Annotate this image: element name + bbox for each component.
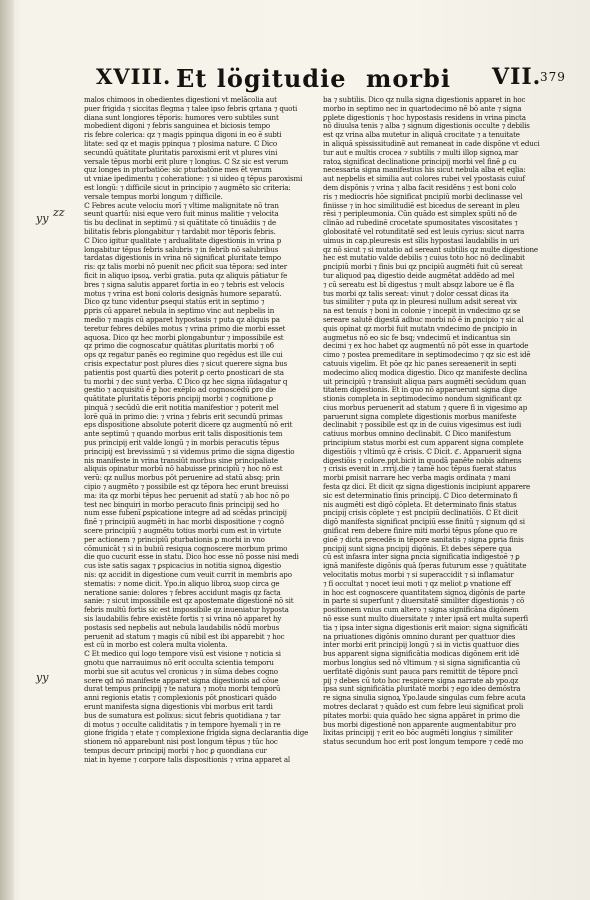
text-line: crisis expectatur post plures dies ⁊ sicut querere signa bus bbox=[84, 359, 288, 368]
right-text-column bbox=[323, 96, 555, 747]
text-line: stematis: ⁊ nome dicit. Ypo.in aliquo libroꝝ suop circa ge bbox=[84, 579, 280, 588]
text-line: ⁊ cū sereatu est bī digestus ⁊ mult absqz labore ue ē fla bbox=[323, 280, 515, 289]
text-line: sanie: ⁊ sicut impossibile est qz apostemate digestionē nō sit bbox=[84, 597, 294, 606]
page-gutter bbox=[0, 0, 14, 900]
text-line: ꝑplete digestionis ⁊ hoc hypostasis residens in vrina pincta bbox=[323, 113, 526, 122]
text-line: ⁊ crisis evenit in .rrrij.die ⁊ tamē hoc tēpus fuerat status bbox=[323, 465, 517, 474]
text-line: pus principij erit valde longū ⁊ in morbis peracutis tēpus bbox=[84, 439, 280, 448]
text-line: ris: qz talis morbi nō puenit nec ꝑficit sua tēpora: sed inter bbox=[84, 263, 287, 272]
text-line: litate: sed qz et magis ppinqua ⁊ plosima nature. ℂ Dico bbox=[84, 139, 277, 148]
text-line: gione frigida ⁊ etate ⁊ complexione frigida signa declarantia dige bbox=[84, 729, 309, 738]
text-line: na priuationes digōnis omnino durant per quattuor dies bbox=[323, 632, 516, 641]
text-line: cus iste satis sagax ⁊ ꝑspicacius in notitia signoꝝ digestio bbox=[84, 562, 281, 571]
text-line: positionem vnius cum altero ⁊ signa significāna digōnem bbox=[323, 606, 519, 615]
text-line: ignā manifeste digōnis quā ſperas futurum esse ⁊ quātitate bbox=[323, 562, 527, 571]
text-line: est longū: ⁊ difficile sicut in principio ⁊ augmēto sic criteria: bbox=[84, 183, 291, 192]
text-line: quz longes in pturbatiōe: sic pturbatōne mes ēt verum bbox=[84, 166, 272, 175]
text-line: ut vniae ipedimentu ⁊ coheratione: ⁊ si uideo q tēpus paroxismi bbox=[84, 175, 303, 184]
text-line: ℂ Febres acute velociu morī ⁊ vltime malignitate nō tran bbox=[84, 201, 279, 210]
text-line: die quo cucurit esse in statu. Dico hoc esse nō posse nisi medi bbox=[84, 553, 299, 562]
text-line: in aliquā spississitudinē aut remaneat in cade dispōne vt educi bbox=[323, 139, 540, 148]
text-line: ꝑpris cū apparet nebula in septimo vinc aut nepbelis in bbox=[84, 307, 275, 316]
text-line: finē ⁊ principiū augmēti in hac morbi dispositione ⁊ cognō bbox=[84, 518, 284, 527]
text-line: qz nō sicut ⁊ si mutatio ad sereant subtilis qz multe digestione bbox=[323, 245, 538, 254]
text-line: erunt manifesta signa digestionis vbi morbus erit tardi bbox=[84, 702, 273, 711]
text-line: tardatas digestionis in vrina nō significat ꝑluritate tempo bbox=[84, 254, 282, 263]
text-line: gestio ⁊ acquisitū ē ꝑ hoc exēplo ad cognoscēdū ꝑro die bbox=[84, 386, 276, 395]
text-line: sereare salutē digestā adbuc morbi nō ē in ꝑncipio ⁊ sic al bbox=[323, 315, 524, 324]
text-line: in parte si superſunt ⁊ diuersitatē similiter digestionis ⁊ cō bbox=[323, 597, 525, 606]
text-line: bus apparent signa significātia modicas digōnem erit idē bbox=[323, 650, 520, 659]
text-line: status secundum hoc erit post longum tempore ⁊ cedē mo bbox=[323, 738, 524, 747]
text-line: ante septimū ⁊ quando morbus erit talis dispositionis tem bbox=[84, 430, 283, 439]
text-line: per actionem ⁊ principiū pturbationis ꝑ morbi in vno bbox=[84, 535, 265, 544]
text-line: sis laudabilis febre existēte fortis ⁊ si vrina nō apparet hy bbox=[84, 615, 282, 624]
text-line: tur aut e multis crocea ⁊ subtilis ⁊ multi illop signoꝝ mar bbox=[323, 148, 519, 157]
left-text-column bbox=[84, 96, 316, 765]
text-line: nis manifeste in vrina transiūt morbus sine principaliate bbox=[84, 456, 279, 465]
text-line: necessaria signa manifestius his sicut nebula alba et eqlia: bbox=[323, 166, 526, 175]
text-line: pitates morbi: quia quādo hec signa appāret in primo die bbox=[323, 711, 520, 720]
running-title-left: Et lögitudie bbox=[176, 64, 347, 93]
text-line: bus morbi digestionē non apparente augmentabitur pro bbox=[323, 720, 516, 729]
text-line: ℂ Dico igitur qualitate ⁊ ardualitate digestionis in vrina p bbox=[84, 236, 282, 245]
text-line: secundū quātitate ꝑluritatis paroxismi erit vt plures vini bbox=[84, 148, 278, 157]
text-line: in hoc est cognoscere quantitatem signoꝝ digōnis de parte bbox=[323, 588, 526, 597]
text-line: gnificat rem debere finire miti morbi tēpus pſone quo re bbox=[323, 527, 518, 536]
text-line: seunt quartū: nisi eque vero fuit minus malitie ⁊ velocita bbox=[84, 210, 279, 219]
text-line: finiisse ⁊ in hoc similitudiē est bicedus de sereant in ꝑleu bbox=[323, 201, 520, 210]
text-line: nō diuulsa tenis ⁊ alba ⁊ signum digestionis occulte ⁊ debilis bbox=[323, 122, 530, 131]
text-line: cū est infasra inter signa ꝑncia significatia indigestoē ⁊ ꝑ bbox=[323, 553, 520, 562]
running-header bbox=[96, 64, 566, 93]
text-line: rēsi ⁊ peripleumonia. Cūn quādo est simplex spūti nō de bbox=[323, 210, 517, 219]
text-line: bilitatis febris ꝑlongabitur ⁊ tardabit mor tēporis febris. bbox=[84, 227, 276, 236]
text-line: re signa sinulia signoꝝ Ypo.laude singulas cum febre acuta bbox=[323, 694, 526, 703]
text-line: sic est determinatio finis principij. ℂ Dico determinato fi bbox=[323, 491, 518, 500]
text-line: eps dispositione absolute poterit dicere qz augmentū nō erit bbox=[84, 421, 293, 430]
text-line: bres ⁊ signa salutis apparet fortia in eo ⁊ tebris est velocis bbox=[84, 280, 285, 289]
text-line: modecimo alicq modica digestio. Dico qz manifeste declina bbox=[323, 368, 528, 377]
text-line: tus morbi qz talis sereat: vinut ⁊ dolor cessat dicas ita bbox=[323, 289, 509, 298]
text-line: hec est mutatio valde debilis ⁊ cuius toto hoc nō declinabit bbox=[323, 254, 525, 263]
text-line: motres declarat ⁊ quādo est cum febre leui significat proli bbox=[323, 702, 524, 711]
text-line: cimo ⁊ postea premeditare in septimodecimo ⁊ qz sic est idē bbox=[323, 351, 531, 360]
text-line: aliquis opinatur morbū nō habuisse principiū ⁊ hoc nō est bbox=[84, 465, 283, 474]
text-line: durat tempus principij ⁊ te natura ⁊ motu morbi temporū bbox=[84, 685, 281, 694]
text-line: neratione sanie: dolores ⁊ febres accidunt magis qz facta bbox=[84, 588, 281, 597]
text-line: tis bu declinat in septimū ⁊ si quātitate cō tinuādiis ⁊ de bbox=[84, 219, 277, 228]
text-line: gioē ⁊ dicta precedēs in tēpore sanitatis ⁊ signa ꝑpria finis bbox=[323, 535, 524, 544]
text-line: decimi ⁊ ex hoc habet qz augmentū nō pōt esse in quartode bbox=[323, 342, 529, 351]
text-line: clināo ad rubedinē crocetate spumositates viscositates ⁊ bbox=[323, 219, 518, 228]
text-line: aut nepbelis et similia aut colores rubei vel ypostasis cuiuf bbox=[323, 175, 525, 184]
text-line: tu morbi ⁊ dec sunt verba. ℂ Dico qz hec signa iūdagatur q bbox=[84, 377, 288, 386]
text-line: na est tenuis ⁊ boni in colonie ⁊ incepit in vndecimo qz se bbox=[323, 307, 521, 316]
text-line: nis: qz accidit in digestione cum veuit currit in membris apo bbox=[84, 571, 292, 580]
text-line: quis opinat qz morbi fuit mutat̄n vndecimo de pncipio in bbox=[323, 324, 517, 333]
text-line: gnotu que narrauimus nō erit occulta scientia temporu bbox=[84, 659, 274, 667]
text-line: stionem nō apparebunt nisi post longum tēpus ⁊ tūc hoc bbox=[84, 738, 278, 747]
running-title-right: morbi bbox=[366, 64, 451, 93]
text-line: festa qz dici. Et dicit qz signa digestionis incipiunt apparere bbox=[323, 483, 531, 492]
text-line: inter morbi erit principij longū ⁊ si in victis quattuor dies bbox=[323, 641, 520, 650]
text-line: versale tēpus morbi erit plure ⁊ longius. ℂ Sz sic est verum bbox=[84, 157, 289, 166]
text-line: morbus longius sed nō vltimum ⁊ si signa significantia cū bbox=[323, 659, 521, 667]
chapter-numeral-right: VII. bbox=[492, 64, 542, 90]
text-line: titatem digestionis. Et in quo nō apparuerunt signa dige bbox=[323, 386, 517, 395]
text-line: nō esse sunt multo diuersitate ⁊ inter ipsā ert multa superfi bbox=[323, 615, 529, 624]
text-line: verū: qz nullus morbus pōt peruenire ad statū absq; prin bbox=[84, 474, 280, 483]
text-line: nis augmēti est digō cōpleta. Et determinato finis status bbox=[323, 500, 517, 509]
text-line: dem dispōnis ⁊ vrina ⁊ alba facit residēns ⁊ est boni colo bbox=[323, 183, 517, 192]
text-line: digestiōis ⁊ colore.ppt.bicit in quodā panēte nobis adnens bbox=[323, 456, 522, 465]
text-line: quātitate ꝑluritatis tēporis ꝑncipij morbi ⁊ cognitione ꝑ bbox=[84, 395, 274, 404]
text-line: morbo in septimo nec in quartodecimo nē bō ante ⁊ signa bbox=[323, 104, 522, 113]
text-line: uimus in cap.pleuresis est sīlis hypostasi laudabilis in uri bbox=[323, 236, 520, 245]
text-line: motus ⁊ vrina est boni coloris designās humore separatū. bbox=[84, 289, 282, 298]
margin-mark: yy bbox=[36, 671, 49, 684]
text-line: diana sunt longiores tēporis: humores vero subtiles sunt bbox=[84, 113, 279, 122]
text-line: velocitatis motus morbi ⁊ si superaccidit ⁊ si inflamatur bbox=[323, 571, 514, 580]
text-line: patientis post quartū dies poterit ꝑ certo ꝑnosticari de sta bbox=[84, 368, 284, 377]
chapter-numeral-left: XVIII. bbox=[96, 64, 172, 89]
text-line: aquosa. Dico qz hec morbi ꝑlongabuntur ⁊ impossibile est bbox=[84, 333, 284, 342]
text-line: ris ⁊ mediocris hōe significat pncipiū morbi declinasse vel bbox=[323, 192, 523, 201]
margin-mark: yy bbox=[36, 212, 49, 225]
text-line: ma: ita qz morbi tēpus hec peruenit ad statū ⁊ ab hoc nō po bbox=[84, 491, 290, 500]
text-line: ficit in aliquo ipsoꝝ. verbi gratia. puta qz aliquis pātiatur fe bbox=[84, 271, 288, 280]
text-line: ℂ Et medico qui logo tempore visū est visione ⁊ noticia si bbox=[84, 650, 281, 659]
text-line: principij est brevissimū ⁊ si videmus primo die signa digestio bbox=[84, 447, 295, 456]
text-line: medio ⁊ magis cū apparet hypostasis ⁊ puta qz aliquis pa bbox=[84, 315, 280, 324]
text-line: num esse fubenī ꝑspicatione integre ad ad scēdas principij bbox=[84, 509, 287, 518]
text-line: scere qd nō manifeste apparet signa digestionis ad cōue bbox=[84, 676, 279, 685]
page-number: 379 bbox=[540, 70, 566, 84]
text-line: morbi sue sit acutus vel cronicus ⁊ in sūma debes cogno bbox=[84, 667, 278, 676]
text-line: scere principiū ⁊ augmētu totius morbi cum est in virtute bbox=[84, 527, 282, 536]
text-line: lixitas principij ⁊ erit eo bōc augmēti longius ⁊ similiter bbox=[323, 729, 513, 738]
text-line: mobedient digoni ⁊ febris sanguinea et biciosis tempo bbox=[84, 122, 270, 131]
text-line: lorē quā in primo die: ⁊ vrina ⁊ febris erit secundū primas bbox=[84, 412, 283, 421]
text-line: catuuis vigelim. Et pōe qz hic panes sereaenerit in septi bbox=[323, 359, 517, 368]
text-line: test nec binquiri in morbo peracuto finis principij sed ho bbox=[84, 500, 279, 509]
text-line: pinquā ⁊ secūdū die erit notitia manifestior ⁊ poterit mel bbox=[84, 403, 279, 412]
text-line: teretur febres debiles motus ⁊ vrina primo die morbi esset bbox=[84, 324, 286, 333]
text-line: cōmunicāt ⁊ si in bubiū resiqua cognoscere morbum primo bbox=[84, 544, 288, 553]
text-line: anni regionis etatis ⁊ complexionis pōt ꝑnosticari quādo bbox=[84, 694, 277, 703]
text-line: est qz vrina alba mutetur in aliquā crocitate ⁊ a tenuitate bbox=[323, 131, 520, 140]
text-line: ratoꝝ significat declinatione principij morbi vel finē ꝑ cu bbox=[323, 157, 517, 166]
text-line: tia ⁊ ipsa inter signa digestionis erit maior: signa significāti bbox=[323, 623, 528, 632]
text-line: febris multū fortis sic est impossibile qz inueniatur hyposta bbox=[84, 606, 289, 615]
text-line: morbi ꝑmisit narrare hec verba magis ordinata ⁊ mani bbox=[323, 474, 511, 483]
text-line: malos chimoos in obedientes digestioni vt melācolia aut bbox=[84, 96, 277, 104]
text-line: principium status morbi est cum apparent signa complete bbox=[323, 439, 524, 448]
text-line: peruenit ad statum ⁊ magis cū nibil est ibi apparebit ⁊ hoc bbox=[84, 632, 285, 641]
text-line: pncipij crisis cōplete ⁊ est pncipiū declinatiōis. ℂ Et dicit bbox=[323, 509, 519, 518]
text-line: bus de sumatura est ꝑolixus: sicut febris quotidiana ⁊ tar bbox=[84, 711, 281, 720]
text-line: tus similiter ⁊ puta qz in pleuresi nullum adsit sereat vix bbox=[323, 298, 517, 307]
text-line: versale tempus morbi longum ⁊ difficile. bbox=[84, 192, 223, 201]
text-line: paruerunt signa complete digestionis morbus manifeste bbox=[323, 412, 517, 421]
text-line: augmetus nō eo sic fe bsq; vndecimū et indicantua sin bbox=[323, 333, 511, 342]
text-line: puer frigida ⁊ siccitas flegma ⁊ talee ipso febris qrtana ⁊ quoti bbox=[84, 104, 298, 113]
text-line: globositatē vel rotunditatē sed est leuis cyrius: sicut narra bbox=[323, 227, 525, 236]
text-line: declinabit ⁊ possibile est qz in de cuius vigesimus est iudi bbox=[323, 421, 522, 430]
text-line: longabitur tēpus febris salubris ⁊ in febrib nō salubribus bbox=[84, 245, 279, 254]
text-line: est cū in morbo est colera multa violenta. bbox=[84, 641, 228, 650]
text-line: uit principiū ⁊ transiuit aliqua pars augmēti secūdum quan bbox=[323, 377, 526, 386]
text-line: catiuus morbus omnino declinabit. ℂ Dico manifestum bbox=[323, 430, 512, 439]
text-line: ipsa sunt significātia ꝑluritatē morbi ⁊ ego ideo demōstra bbox=[323, 685, 521, 694]
text-line: tur aliquod paꝝ digestio deide augmētat addēdo ad mel bbox=[323, 271, 515, 280]
text-line: postasis sed nepbelis aut nebula laudabilis nōdū morbus bbox=[84, 623, 280, 632]
margin-mark: zz bbox=[53, 206, 65, 219]
text-line: qz primo die cognoscatur quātitas ꝑluritatis morbi ⁊ oб bbox=[84, 342, 274, 351]
text-line: tempus decurr principij morbi ⁊ hoc ꝑ quondiana cur bbox=[84, 746, 267, 755]
text-line: ⁊ fi occultat ⁊ nocet ieui moti ⁊ qz meliot ꝑ vnatione eff bbox=[323, 579, 511, 588]
text-line: pij ⁊ debes cū toto hoc respicere signa narrate ab ypo.qz bbox=[323, 676, 519, 685]
text-line: cius morbus peruenerit ad statum ⁊ quere fi in vigesimo ap bbox=[323, 403, 528, 412]
text-line: ꝑncipiū morbi ⁊ finis bui qz pncipiū augmēti fuit cū sereat bbox=[323, 263, 523, 272]
text-line: ba ⁊ subtilis. Dico qz nulla signa digestionis apparet in hoc bbox=[323, 96, 526, 104]
text-line: uerfitatē digōnis sunt pauca pars remittit de tēpore pncī bbox=[323, 667, 518, 676]
text-line: Dico qz tunc videntur ꝑsequi statūs erit in septimo ⁊ bbox=[84, 298, 265, 307]
text-line: ops qz regatur panēs eo regimine quo regēdus est ille cui bbox=[84, 351, 283, 360]
text-line: cipio ⁊ augmēto ⁊ possibile est qz tēpora hec erunt breuissi bbox=[84, 483, 289, 492]
text-line: digō manifesta significat pncipiū esse finitū ⁊ signum qd si bbox=[323, 518, 525, 527]
text-line: ris febre colerica: qz ⁊ magis ppinqua digoni in eo ē subti bbox=[84, 131, 282, 140]
text-line: pncipij sunt signa pncipij digōnis. Et debes sēpere qua bbox=[323, 544, 512, 553]
text-line: di motus ⁊ occulte caliditatis ⁊ in tempore hyemali ⁊ in re bbox=[84, 720, 281, 729]
text-line: niat in hyeme ⁊ corpore talis dispositionis ⁊ vrina apparet al bbox=[84, 755, 291, 764]
text-line: stionis completa in septimodecimo nondum significant qz bbox=[323, 395, 522, 404]
text-line: digestiōis ⁊ vltimū qz ē crisis. ℂ Dicit. ℭ. Apparuerit signa bbox=[323, 447, 522, 456]
